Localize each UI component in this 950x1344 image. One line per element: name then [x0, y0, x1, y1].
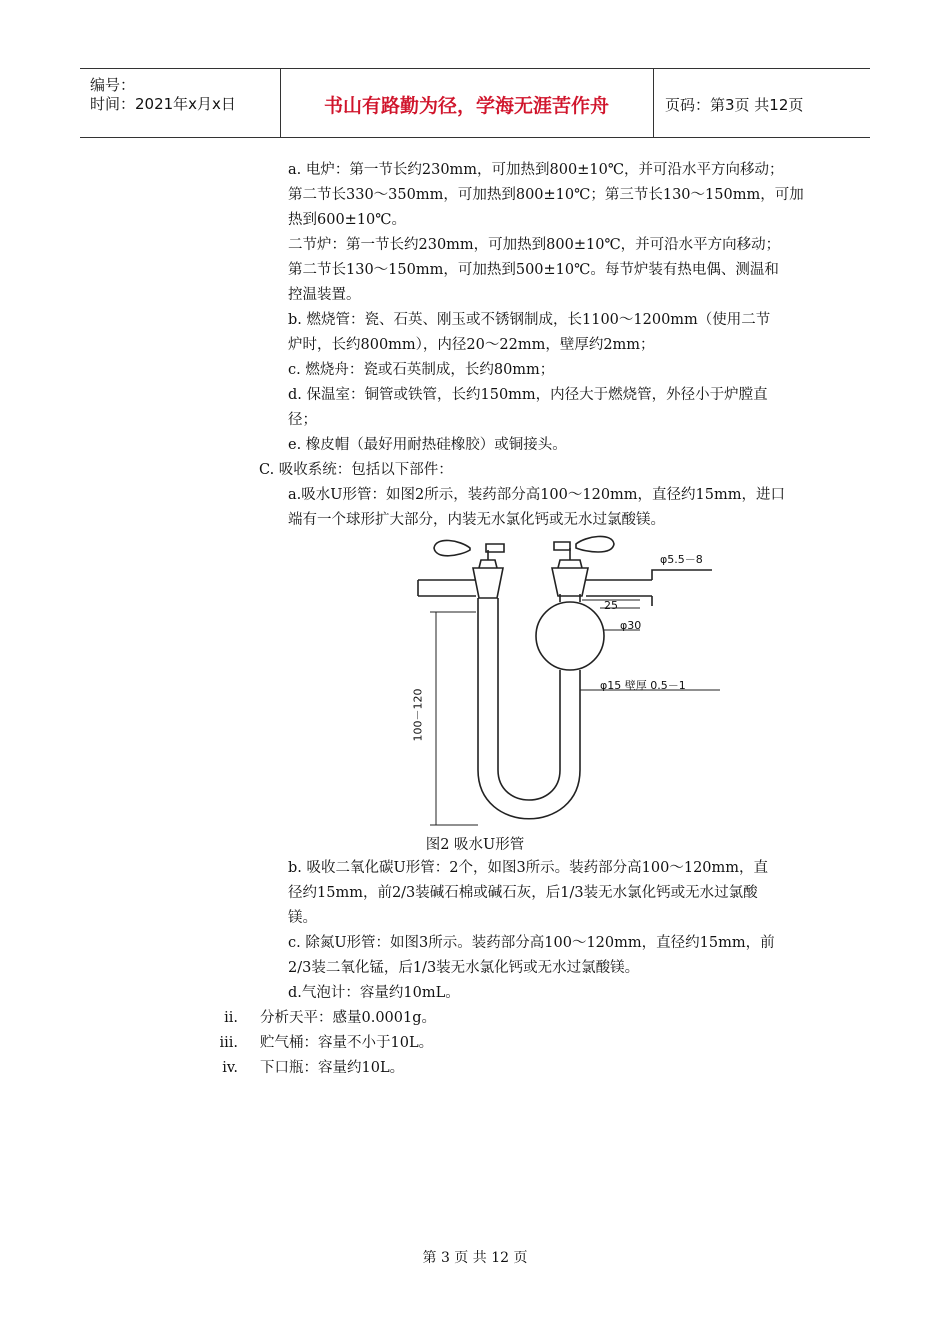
text-line: d. 保温室：铜管或铁管，长约150mm，内径大于燃烧管，外径小于炉膛直 [288, 387, 768, 403]
label-bulb-diameter: φ30 [620, 619, 642, 632]
motto: 书山有路勤为径，学海无涯苦作舟 [323, 95, 609, 117]
text-line: 控温装置。 [288, 287, 361, 303]
number-label: 编号： [90, 76, 136, 94]
list-item: 下口瓶：容量约10L。 [260, 1060, 405, 1076]
label-tube-spec: φ15 壁厚 0.5－1 [600, 679, 686, 692]
page-footer: 第 3 页 共 12 页 [422, 1250, 528, 1266]
u-tube-figure [0, 530, 950, 830]
text-line: b. 燃烧管：瓷、石英、刚玉或不锈钢制成，长1100～1200mm（使用二节 [288, 312, 771, 328]
label-height: 100－120 [411, 688, 425, 742]
text-line: b. 吸收二氧化碳U形管：2个，如图3所示。装药部分高100～120mm，直 [288, 860, 769, 876]
date-label: 时间：2021年x月x日 [90, 95, 236, 113]
text-line: c. 除氮U形管：如图3所示。装药部分高100～120mm，直径约15mm，前 [288, 935, 775, 951]
figure-caption: 图2 吸水U形管 [425, 837, 525, 853]
text-line: 二节炉：第一节长约230mm，可加热到800±10℃，并可沿水平方向移动； [288, 237, 781, 253]
text-line: 热到600±10℃。 [288, 212, 406, 228]
text-line: a.吸水U形管：如图2所示，装药部分高100～120mm，直径约15mm，进口 [288, 487, 785, 503]
text-line: c. 燃烧舟：瓷或石英制成，长约80mm； [288, 362, 555, 378]
list-numeral: iii. [219, 1035, 238, 1051]
label-outer-diameter: φ5.5－8 [660, 553, 703, 566]
text-line: 径约15mm，前2/3装碱石棉或碱石灰，后1/3装无水氯化钙或无水过氯酸 [288, 885, 758, 901]
text-line: 炉时，长约800mm），内径20～22mm，壁厚约2mm； [288, 337, 655, 353]
list-numeral: ii. [224, 1010, 238, 1026]
section-heading: C. 吸收系统：包括以下部件： [259, 462, 453, 478]
page-info: 页码：第3页 共12页 [665, 96, 804, 114]
text-line: 第二节长330～350mm，可加热到800±10℃；第三节长130～150mm，可加 [288, 187, 804, 203]
page-header [80, 68, 870, 138]
text-line: 镁。 [288, 910, 317, 926]
header-page-cell [653, 69, 870, 137]
text-line: 第二节长130～150mm，可加热到500±10℃。每节炉装有热电偶、测温和 [288, 262, 779, 278]
list-item: 贮气桶：容量不小于10L。 [260, 1035, 434, 1051]
label-length-25: 25 [604, 599, 618, 612]
list-numeral: iv. [222, 1060, 238, 1076]
text-line: e. 橡皮帽（最好用耐热硅橡胶）或铜接头。 [288, 437, 567, 453]
text-line: 径； [288, 412, 317, 428]
text-line: 端有一个球形扩大部分，内装无水氯化钙或无水过氯酸镁。 [288, 512, 665, 528]
header-meta-cell [80, 69, 281, 137]
text-line: d.气泡计：容量约10mL。 [288, 985, 460, 1001]
text-line: a. 电炉：第一节长约230mm，可加热到800±10℃，并可沿水平方向移动； [288, 162, 784, 178]
header-motto-cell [280, 69, 654, 137]
text-line: 2/3装二氧化锰，后1/3装无水氯化钙或无水过氯酸镁。 [288, 960, 640, 976]
list-item: 分析天平：感量0.0001g。 [260, 1010, 437, 1026]
